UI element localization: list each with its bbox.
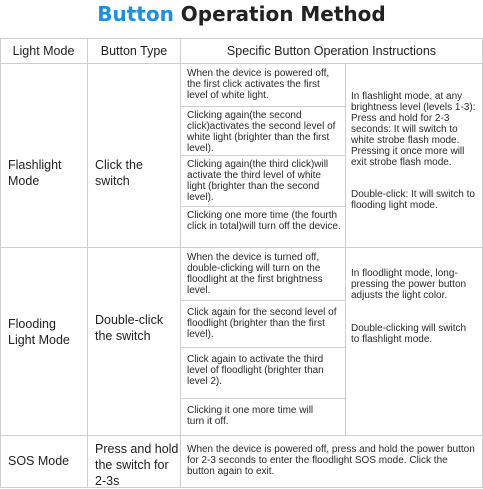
flashlight-step-3: Clicking again(the third click)will activate the third level of white light (brighter than the second level). [187,159,329,203]
flashlight-note-double-click: Double-click: It will switch to flooding light mode. [351,189,475,211]
flooding-step-2: Click again for the second level of floodlight (brighter than the first level). [187,307,337,340]
col-divider [87,38,88,488]
step-divider [180,106,345,107]
flooding-note-long-press: In floodlight mode, long-pressing the power button adjusts the light color. [351,268,467,301]
flashlight-step-4: Clicking one more time (the fourth click in total)will turn off the device. [187,210,341,232]
flooding-step-4: Clicking it one more time will turn it off. [187,405,314,427]
header-light-mode: Light Mode [12,44,75,58]
title-rest: Operation Method [173,2,386,26]
flooding-step-1: When the device is turned off, double-clicking will turn on the floodlight at the first brightness level. [187,252,323,296]
flashlight-step-2: Clicking again(the second click)activates the second level of white light (brighter than the first level). [187,110,336,154]
header-button-type: Button Type [100,44,168,58]
step-divider [180,300,345,301]
sos-instructions: When the device is powered off, press and hold the power button for 2-3 seconds to enter the floodlight SOS mode. Click the button again to exit. [187,444,475,477]
flashlight-step-1: When the device is powered off, the first click activates the first level of white light. [187,68,330,101]
mode-sos: SOS Mode [8,454,70,468]
row-divider [0,247,483,248]
table-border-top [0,38,483,39]
flooding-note-double-click: Double-clicking will switch to flashlight mode. [351,323,467,345]
step-divider [180,155,345,156]
type-sos: Press and hold the switch for 2-3s [95,442,179,488]
table-border-left [0,38,1,488]
header-divider [0,63,483,64]
step-divider [180,398,345,399]
flashlight-note-hold: In flashlight mode, at any brightness level (levels 1-3): Press and hold for 2-3 seconds: It will switch to white strobe flash mode. Pressing it once more will exit strobe flash mode. [351,91,476,168]
col-divider [345,63,346,435]
type-flooding: Double-click the switch [95,313,164,343]
step-divider [180,206,345,207]
type-flashlight: Click the switch [95,158,143,188]
flooding-step-3: Click again to activate the third level of floodlight (brighter than level 2). [187,354,324,387]
mode-flashlight: Flashlight Mode [8,158,62,188]
mode-flooding: Flooding Light Mode [8,317,70,347]
title-highlight: Button [97,2,174,26]
header-instructions: Specific Button Operation Instructions [226,44,437,58]
step-divider [180,347,345,348]
row-divider [0,435,483,436]
